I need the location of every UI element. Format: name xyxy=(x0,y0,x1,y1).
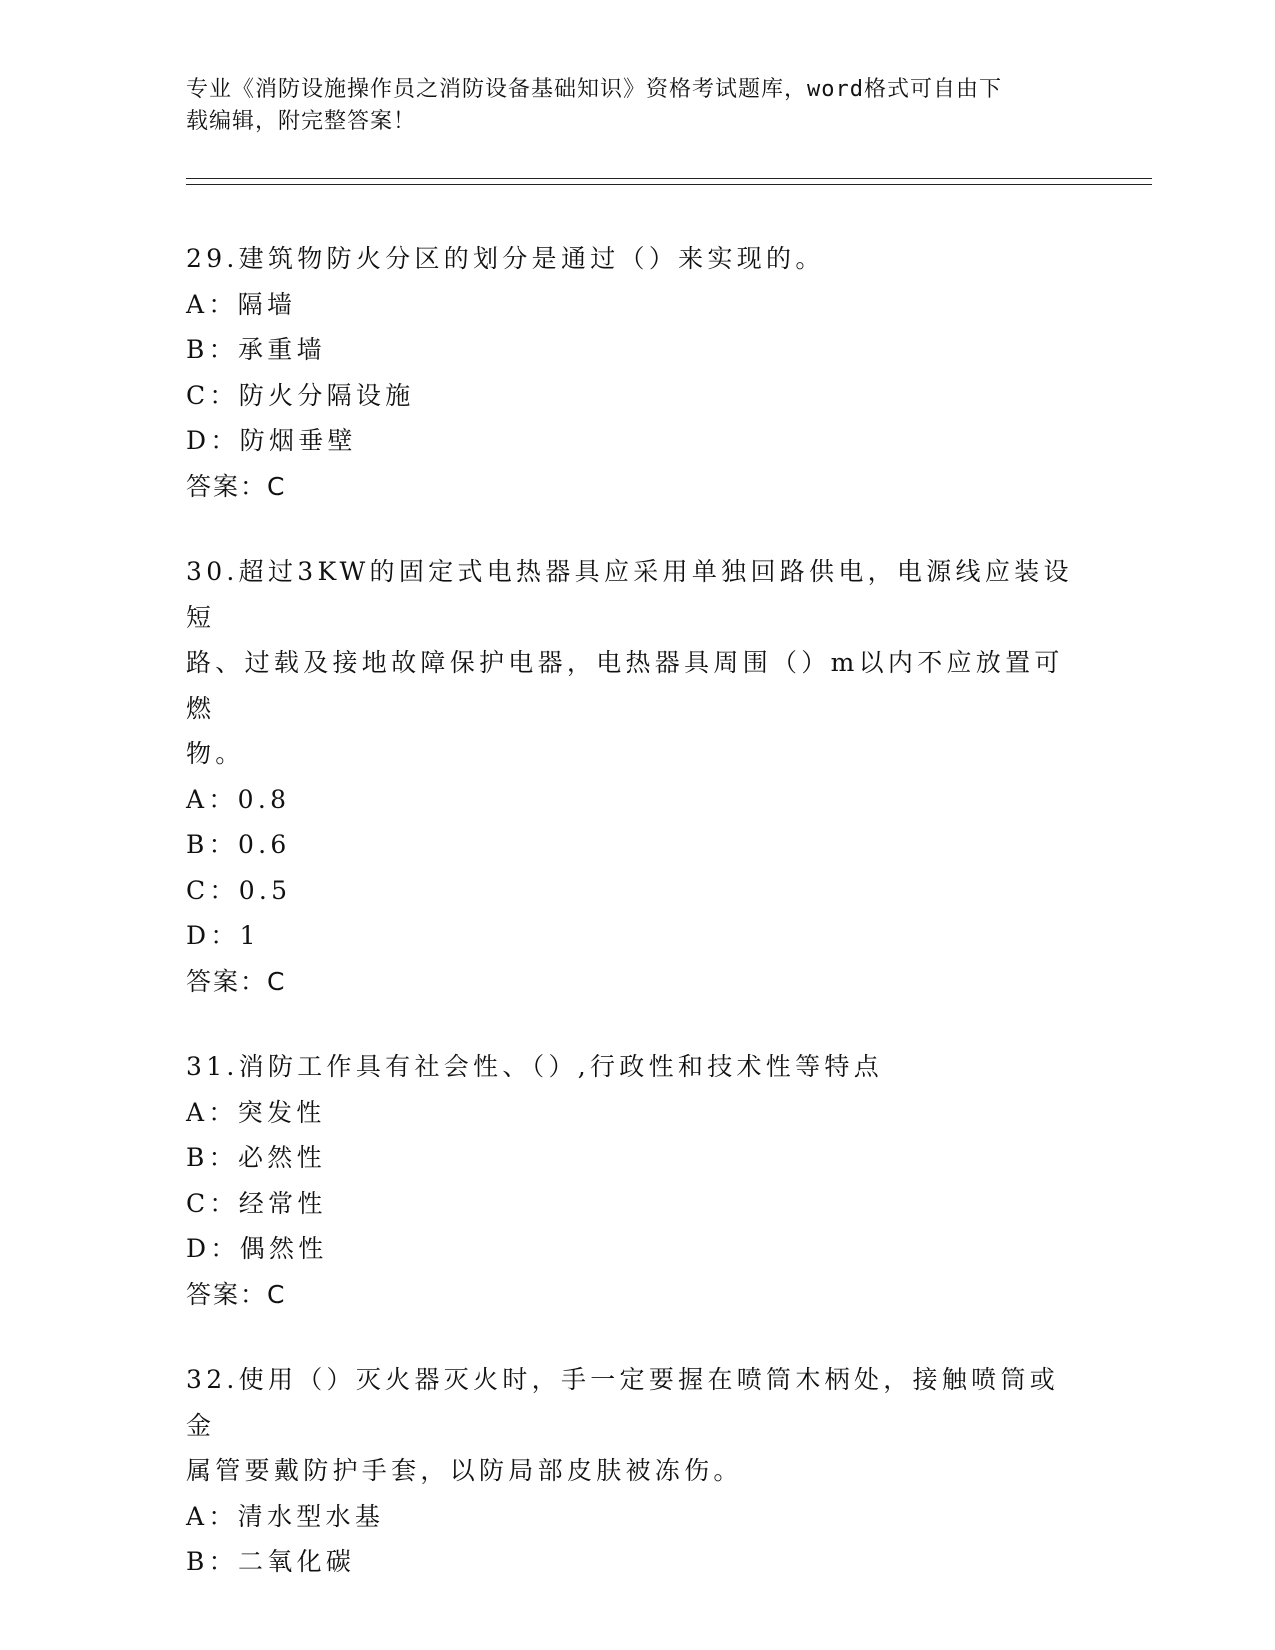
option-a: A：突发性 xyxy=(186,1097,326,1127)
answer: 答案：C xyxy=(186,471,287,501)
question-text-line-1: 30.超过3KW的固定式电热器具应采用单独回路供电，电源线应装设短 xyxy=(186,557,1073,632)
option-a: A：隔墙 xyxy=(186,289,297,319)
question-text-line-2: 属管要戴防护手套，以防局部皮肤被冻伤。 xyxy=(186,1456,743,1485)
question-31 xyxy=(186,1044,1086,1317)
question-text-line-2: 路、过载及接地故障保护电器，电热器具周围（）m以内不应放置可燃 xyxy=(186,648,1064,723)
option-c: C：0.5 xyxy=(186,875,292,905)
option-c: C：经常性 xyxy=(186,1188,327,1218)
answer: 答案：C xyxy=(186,1279,287,1309)
option-c: C：防火分隔设施 xyxy=(186,380,415,410)
answer: 答案：C xyxy=(186,966,287,996)
header-divider-top xyxy=(186,178,1152,179)
option-b: B：二氧化碳 xyxy=(186,1547,356,1576)
option-a: A：0.8 xyxy=(186,784,291,814)
option-a: A：清水型水基 xyxy=(186,1501,385,1531)
header-line-1: 专业《消防设施操作员之消防设备基础知识》资格考试题库，word格式可自由下 xyxy=(186,77,1002,102)
question-list xyxy=(186,236,1086,1625)
question-text: 31.消防工作具有社会性、（）,行政性和技术性等特点 xyxy=(186,1052,884,1081)
header-line-2: 载编辑，附完整答案！ xyxy=(186,109,417,134)
question-32 xyxy=(186,1357,1086,1585)
question-text: 29.建筑物防火分区的划分是通过（）来实现的。 xyxy=(186,244,825,273)
header-divider-bottom xyxy=(186,184,1152,185)
question-30 xyxy=(186,549,1086,1004)
option-b: B：0.6 xyxy=(186,830,291,859)
question-text-line-3: 物。 xyxy=(186,739,245,768)
question-29 xyxy=(186,236,1086,509)
question-text-line-1: 32.使用（）灭火器灭火时，手一定要握在喷筒木柄处，接触喷筒或金 xyxy=(186,1365,1060,1440)
option-d: D：1 xyxy=(186,921,260,950)
option-b: B：承重墙 xyxy=(186,335,326,364)
option-d: D：偶然性 xyxy=(186,1234,328,1263)
document-header xyxy=(186,74,1086,138)
option-b: B：必然性 xyxy=(186,1143,326,1172)
option-d: D：防烟垂壁 xyxy=(186,426,357,455)
